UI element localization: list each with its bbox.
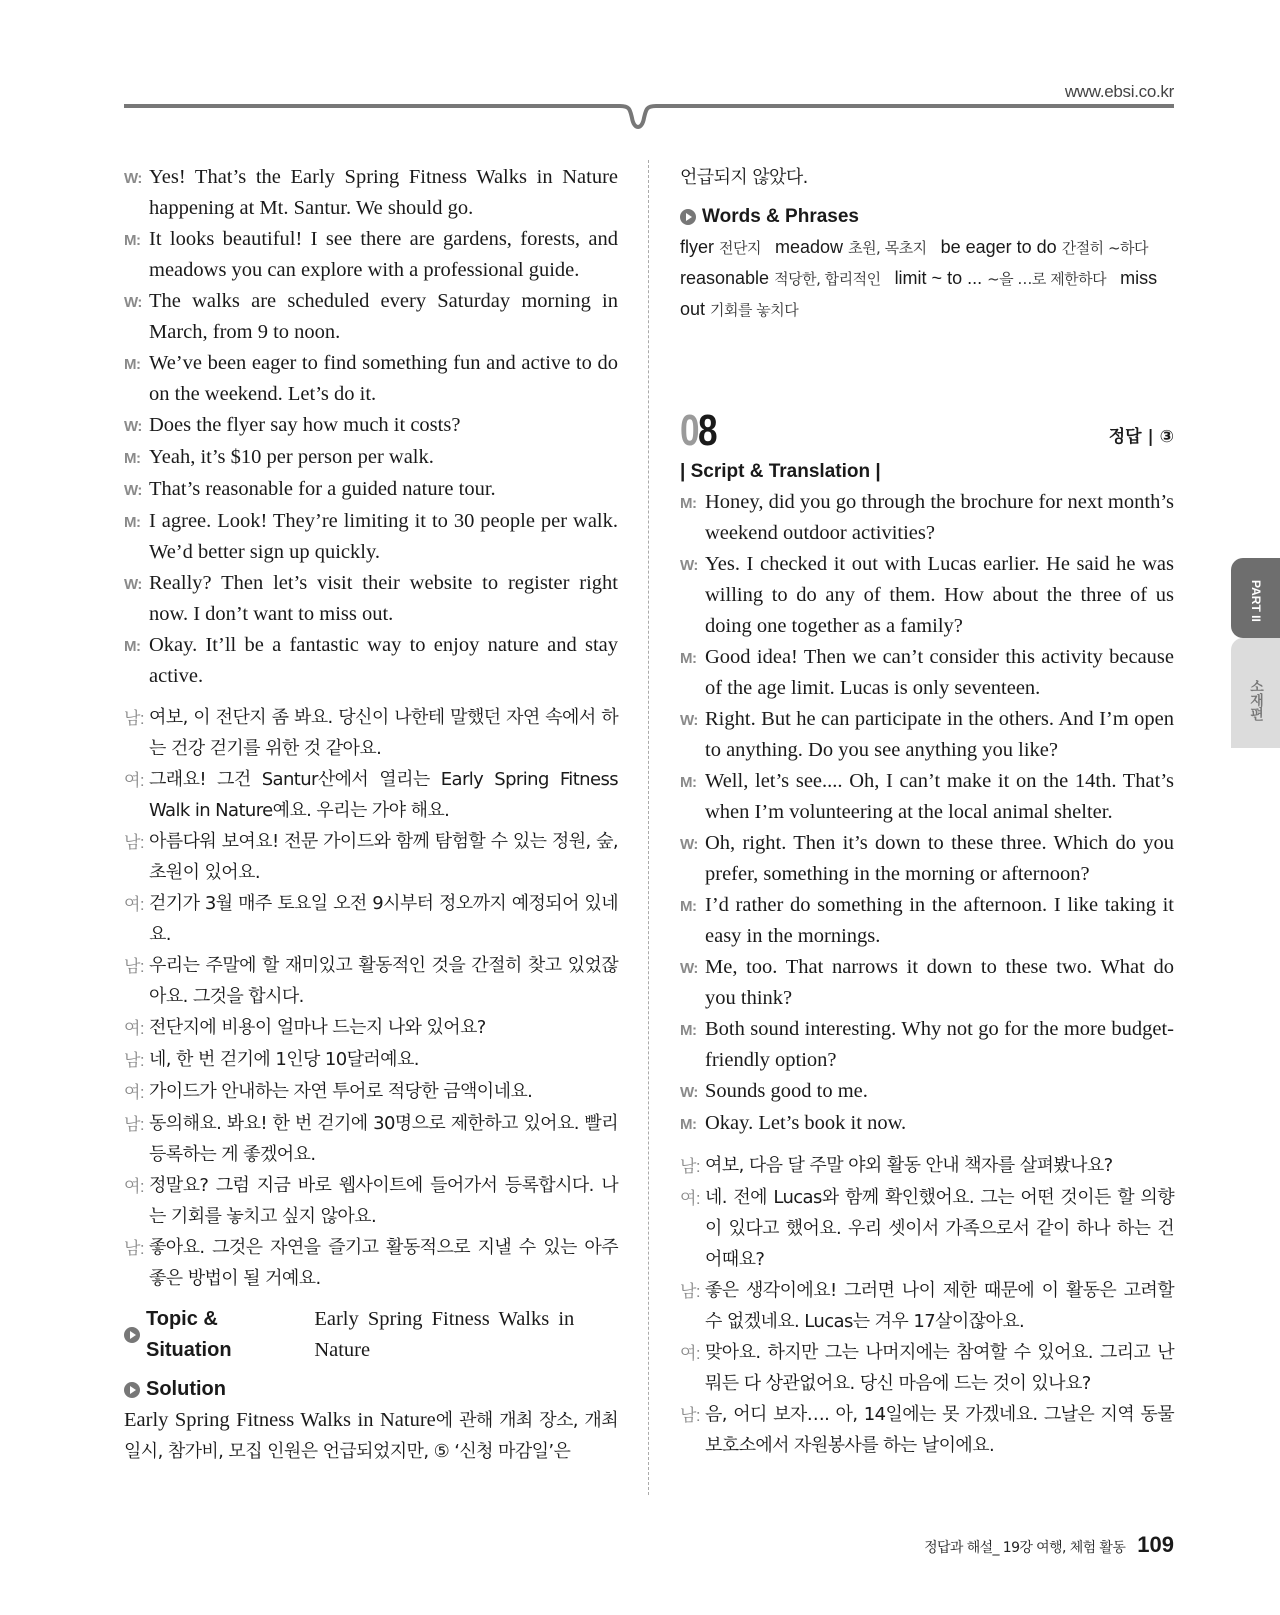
dialogue-line: [124, 1108, 618, 1170]
speaker-label: W:: [680, 960, 698, 977]
dialogue-en-left: [124, 162, 618, 692]
dialogue-text: 좋은 생각이에요! 그러면 나이 제한 때문에 이 활동은 고려할 수 없겠네요. Lucas는 겨우 17살이잖아요.: [705, 1280, 1174, 1332]
page-footer: [924, 1532, 1174, 1558]
speaker-label: M:: [680, 898, 697, 915]
dialogue-line: [124, 1044, 618, 1076]
dialogue-text: We’ve been eager to find something fun and active to do on the weekend. Let’s do it.: [149, 352, 618, 405]
dialogue-text: Does the flyer say how much it costs?: [149, 414, 461, 436]
dialogue-line: [124, 1012, 618, 1044]
dialogue-text: Okay. Let’s book it now.: [705, 1112, 907, 1134]
speaker-label: 남:: [124, 709, 145, 728]
dialogue-text: 가이드가 안내하는 자연 투어로 적당한 금액이네요.: [149, 1081, 533, 1102]
dialogue-line: [680, 642, 1174, 704]
dialogue-text: Oh, right. Then it’s down to these three. Which do you prefer, something in the morning or afternoon?: [705, 832, 1174, 885]
dialogue-line: [680, 1108, 1174, 1140]
dialogue-text: Yes. I checked it out with Lucas earlier. He said he was willing to do any of them. How about the three of us doing one together as a family?: [705, 553, 1174, 637]
dialogue-text: That’s reasonable for a guided nature tour.: [149, 478, 496, 500]
play-bullet-icon: [124, 1382, 140, 1398]
dialogue-line: [124, 702, 618, 764]
word-meaning: 간절히 ~하다: [1061, 239, 1148, 257]
side-tab-part: PART II: [1231, 558, 1280, 638]
dialogue-line: [124, 764, 618, 826]
dialogue-line: [680, 1076, 1174, 1108]
dialogue-text: 좋아요. 그것은 자연을 즐기고 활동적으로 지낼 수 있는 아주 좋은 방법이 될 거예요.: [149, 1237, 618, 1289]
dialogue-text: 그래요! 그건 Santur산에서 열리는 Early Spring Fitness Walk in Nature예요. 우리는 가야 해요.: [149, 769, 618, 821]
speaker-label: W:: [680, 712, 698, 729]
speaker-label: M:: [124, 232, 141, 249]
speaker-label: W:: [124, 294, 142, 311]
dialogue-line: [680, 549, 1174, 642]
dialogue-text: It looks beautiful! I see there are gardens, forests, and meadows you can explore with a professional guide.: [149, 228, 618, 281]
dialogue-text: I’d rather do something in the afternoon. I like taking it easy in the mornings.: [705, 894, 1174, 947]
speaker-label: 남:: [124, 1115, 145, 1134]
speaker-label: M:: [124, 638, 141, 655]
dialogue-text: Yes! That’s the Early Spring Fitness Walks in Nature happening at Mt. Santur. We should go.: [149, 166, 618, 219]
dialogue-line: [680, 1399, 1174, 1461]
dialogue-line: [124, 224, 618, 286]
solution-heading: [124, 1374, 618, 1405]
word-term: be eager to do: [940, 237, 1057, 257]
word-term: miss out: [680, 268, 1158, 319]
dialogue-line: [124, 474, 618, 506]
dialogue-ko-left: [124, 702, 618, 1294]
speaker-label: M:: [124, 356, 141, 373]
speaker-label: 여:: [124, 1019, 145, 1038]
speaker-label: W:: [124, 482, 142, 499]
words-heading: [680, 201, 1174, 232]
solution-text-ko: 에 관해 개최 장소, 개최 일시, 참가비, 모집 인원은 언급되었지만, ⑤ ‘신청 마감일’은: [124, 1410, 619, 1462]
speaker-label: W:: [124, 170, 142, 187]
dialogue-line: [680, 1182, 1174, 1275]
dialogue-line: [124, 162, 618, 224]
dialogue-text: 네, 한 번 걷기에 1인당 10달러예요.: [149, 1049, 419, 1070]
speaker-label: 여:: [124, 771, 145, 790]
speaker-label: W:: [680, 1084, 698, 1101]
topic-text: Early Spring Fitness Walks in Nature: [314, 1308, 575, 1361]
speaker-label: 남:: [124, 1051, 145, 1070]
dialogue-line: [680, 487, 1174, 549]
column-divider: [648, 160, 649, 1495]
dialogue-text: Sounds good to me.: [705, 1080, 868, 1102]
dialogue-line: [680, 1150, 1174, 1182]
speaker-label: M:: [124, 514, 141, 531]
speaker-label: 여:: [680, 1344, 701, 1363]
dialogue-text: 우리는 주말에 할 재미있고 활동적인 것을 간절히 찾고 있었잖아요. 그것을 합시다.: [149, 955, 618, 1007]
dialogue-ko-right: [680, 1150, 1174, 1461]
dialogue-line: [124, 950, 618, 1012]
speaker-label: W:: [680, 557, 698, 574]
dialogue-line: [680, 704, 1174, 766]
speaker-label: M:: [680, 1116, 697, 1133]
site-url: www.ebsi.co.kr: [1064, 82, 1174, 101]
dialogue-text: Really? Then let’s visit their website to register right now. I don’t want to miss out.: [149, 572, 618, 625]
solution-text: [124, 1405, 618, 1467]
word-meaning: ~을 …로 제한하다: [987, 270, 1107, 288]
dialogue-en-right: [680, 487, 1174, 1140]
question-number-prefix: 0: [680, 406, 698, 455]
dialogue-line: [124, 286, 618, 348]
dialogue-text: 음, 어디 보자…. 아, 14일에는 못 가겠네요. 그날은 지역 동물 보호소에서 자원봉사를 하는 날이에요.: [705, 1404, 1174, 1456]
dialogue-line: [680, 828, 1174, 890]
question-header: [680, 406, 1174, 455]
speaker-label: M:: [680, 650, 697, 667]
question-number: [680, 406, 716, 455]
dialogue-text: 동의해요. 봐요! 한 번 걷기에 30명으로 제한하고 있어요. 빨리 등록하는 게 좋겠어요.: [149, 1113, 618, 1165]
solution-label: Solution: [146, 1378, 226, 1400]
dialogue-text: I agree. Look! They’re limiting it to 30 people per walk. We’d better sign up quickly.: [149, 510, 618, 563]
dialogue-line: [124, 826, 618, 888]
speaker-label: 남:: [680, 1282, 701, 1301]
dialogue-text: Both sound interesting. Why not go for the more budget-friendly option?: [705, 1018, 1174, 1071]
speaker-label: 여:: [124, 895, 145, 914]
page-number: 109: [1137, 1532, 1174, 1557]
play-bullet-icon: [124, 1327, 140, 1343]
dialogue-text: 걷기가 3월 매주 토요일 오전 9시부터 정오까지 예정되어 있네요.: [149, 893, 618, 945]
play-bullet-icon: [680, 209, 696, 225]
word-meaning: 전단지: [719, 239, 762, 257]
speaker-label: 여:: [124, 1083, 145, 1102]
word-term: limit ~ to ...: [894, 268, 983, 288]
dialogue-text: Good idea! Then we can’t consider this activity because of the age limit. Lucas is only seventeen.: [705, 646, 1174, 699]
speaker-label: 남:: [680, 1157, 701, 1176]
speaker-label: 남:: [680, 1406, 701, 1425]
dialogue-line: [124, 1076, 618, 1108]
dialogue-line: [124, 410, 618, 442]
dialogue-text: 맞아요. 하지만 그는 나머지에는 참여할 수 있어요. 그리고 난 뭐든 다 상관없어요. 당신 마음에 드는 것이 있나요?: [705, 1342, 1174, 1394]
word-meaning: 기회를 놓치다: [710, 301, 799, 319]
dialogue-text: Okay. It’ll be a fantastic way to enjoy nature and stay active.: [149, 634, 618, 687]
dialogue-line: [680, 1275, 1174, 1337]
speaker-label: W:: [124, 418, 142, 435]
solution-continued: 언급되지 않았다.: [680, 167, 808, 188]
dialogue-text: 아름다워 보여요! 전문 가이드와 함께 탐험할 수 있는 정원, 숲, 초원이 있어요.: [149, 831, 618, 883]
dialogue-text: Me, too. That narrows it down to these two. What do you think?: [705, 956, 1174, 1009]
dialogue-text: The walks are scheduled every Saturday morning in March, from 9 to noon.: [149, 290, 618, 343]
dialogue-line: [680, 1337, 1174, 1399]
dialogue-text: Yeah, it’s $10 per person per walk.: [149, 446, 434, 468]
speaker-label: M:: [680, 1022, 697, 1039]
header-rule: [124, 96, 1174, 136]
dialogue-text: 여보, 이 전단지 좀 봐요. 당신이 나한테 말했던 자연 속에서 하는 건강 걷기를 위한 것 같아요.: [149, 707, 618, 759]
words-list: [680, 232, 1174, 325]
dialogue-line: [680, 1014, 1174, 1076]
dialogue-line: [124, 568, 618, 630]
dialogue-text: Well, let’s see.... Oh, I can’t make it on the 14th. That’s when I’m volunteering at the local animal shelter.: [705, 770, 1174, 823]
speaker-label: 여:: [680, 1189, 701, 1208]
solution-text-en: Early Spring Fitness Walks in Nature: [124, 1409, 436, 1431]
answer-label: 정답 | ③: [1108, 427, 1174, 447]
dialogue-line: [680, 952, 1174, 1014]
speaker-label: 여:: [124, 1177, 145, 1196]
word-meaning: 적당한, 합리적인: [774, 270, 881, 288]
dialogue-line: [124, 348, 618, 410]
dialogue-line: [124, 1170, 618, 1232]
speaker-label: M:: [680, 495, 697, 512]
dialogue-line: [124, 1232, 618, 1294]
speaker-label: W:: [680, 836, 698, 853]
right-column: [680, 162, 1174, 1461]
topic-heading: [124, 1304, 618, 1366]
dialogue-text: 정말요? 그럼 지금 바로 웹사이트에 들어가서 등록합시다. 나는 기회를 놓치고 싶지 않아요.: [149, 1175, 618, 1227]
question-number-suffix: 8: [697, 406, 716, 455]
speaker-label: M:: [680, 774, 697, 791]
word-term: reasonable: [680, 268, 770, 288]
footer-chapter: 정답과 해설_ 19강 여행, 체험 활동: [924, 1540, 1126, 1556]
dialogue-line: [680, 890, 1174, 952]
dialogue-text: 여보, 다음 달 주말 야외 활동 안내 책자를 살펴봤나요?: [705, 1155, 1113, 1176]
speaker-label: 남:: [124, 833, 145, 852]
dialogue-text: 네. 전에 Lucas와 함께 확인했어요. 그는 어떤 것이든 할 의향이 있다고 했어요. 우리 셋이서 가족으로서 같이 하나 하는 건 어때요?: [705, 1187, 1174, 1270]
dialogue-text: Honey, did you go through the brochure for next month’s weekend outdoor activities?: [705, 491, 1174, 544]
words-label: Words & Phrases: [702, 206, 859, 227]
dialogue-line: [124, 442, 618, 474]
word-meaning: 초원, 목초지: [848, 239, 927, 257]
word-term: meadow: [775, 237, 844, 257]
speaker-label: 남:: [124, 1239, 145, 1258]
dialogue-line: [124, 888, 618, 950]
dialogue-line: [680, 766, 1174, 828]
topic-label: Topic & Situation: [146, 1308, 232, 1361]
dialogue-text: Right. But he can participate in the others. And I’m open to anything. Do you see anything you like?: [705, 708, 1174, 761]
dialogue-text: 전단지에 비용이 얼마나 드는지 나와 있어요?: [149, 1017, 486, 1038]
speaker-label: 남:: [124, 957, 145, 976]
dialogue-line: [124, 630, 618, 692]
side-tab-section: 소재편: [1231, 638, 1280, 748]
left-column: [124, 162, 618, 1467]
dialogue-line: [124, 506, 618, 568]
word-term: flyer: [680, 237, 715, 257]
script-heading: | Script & Translation |: [680, 461, 881, 482]
speaker-label: W:: [124, 576, 142, 593]
speaker-label: M:: [124, 450, 141, 467]
